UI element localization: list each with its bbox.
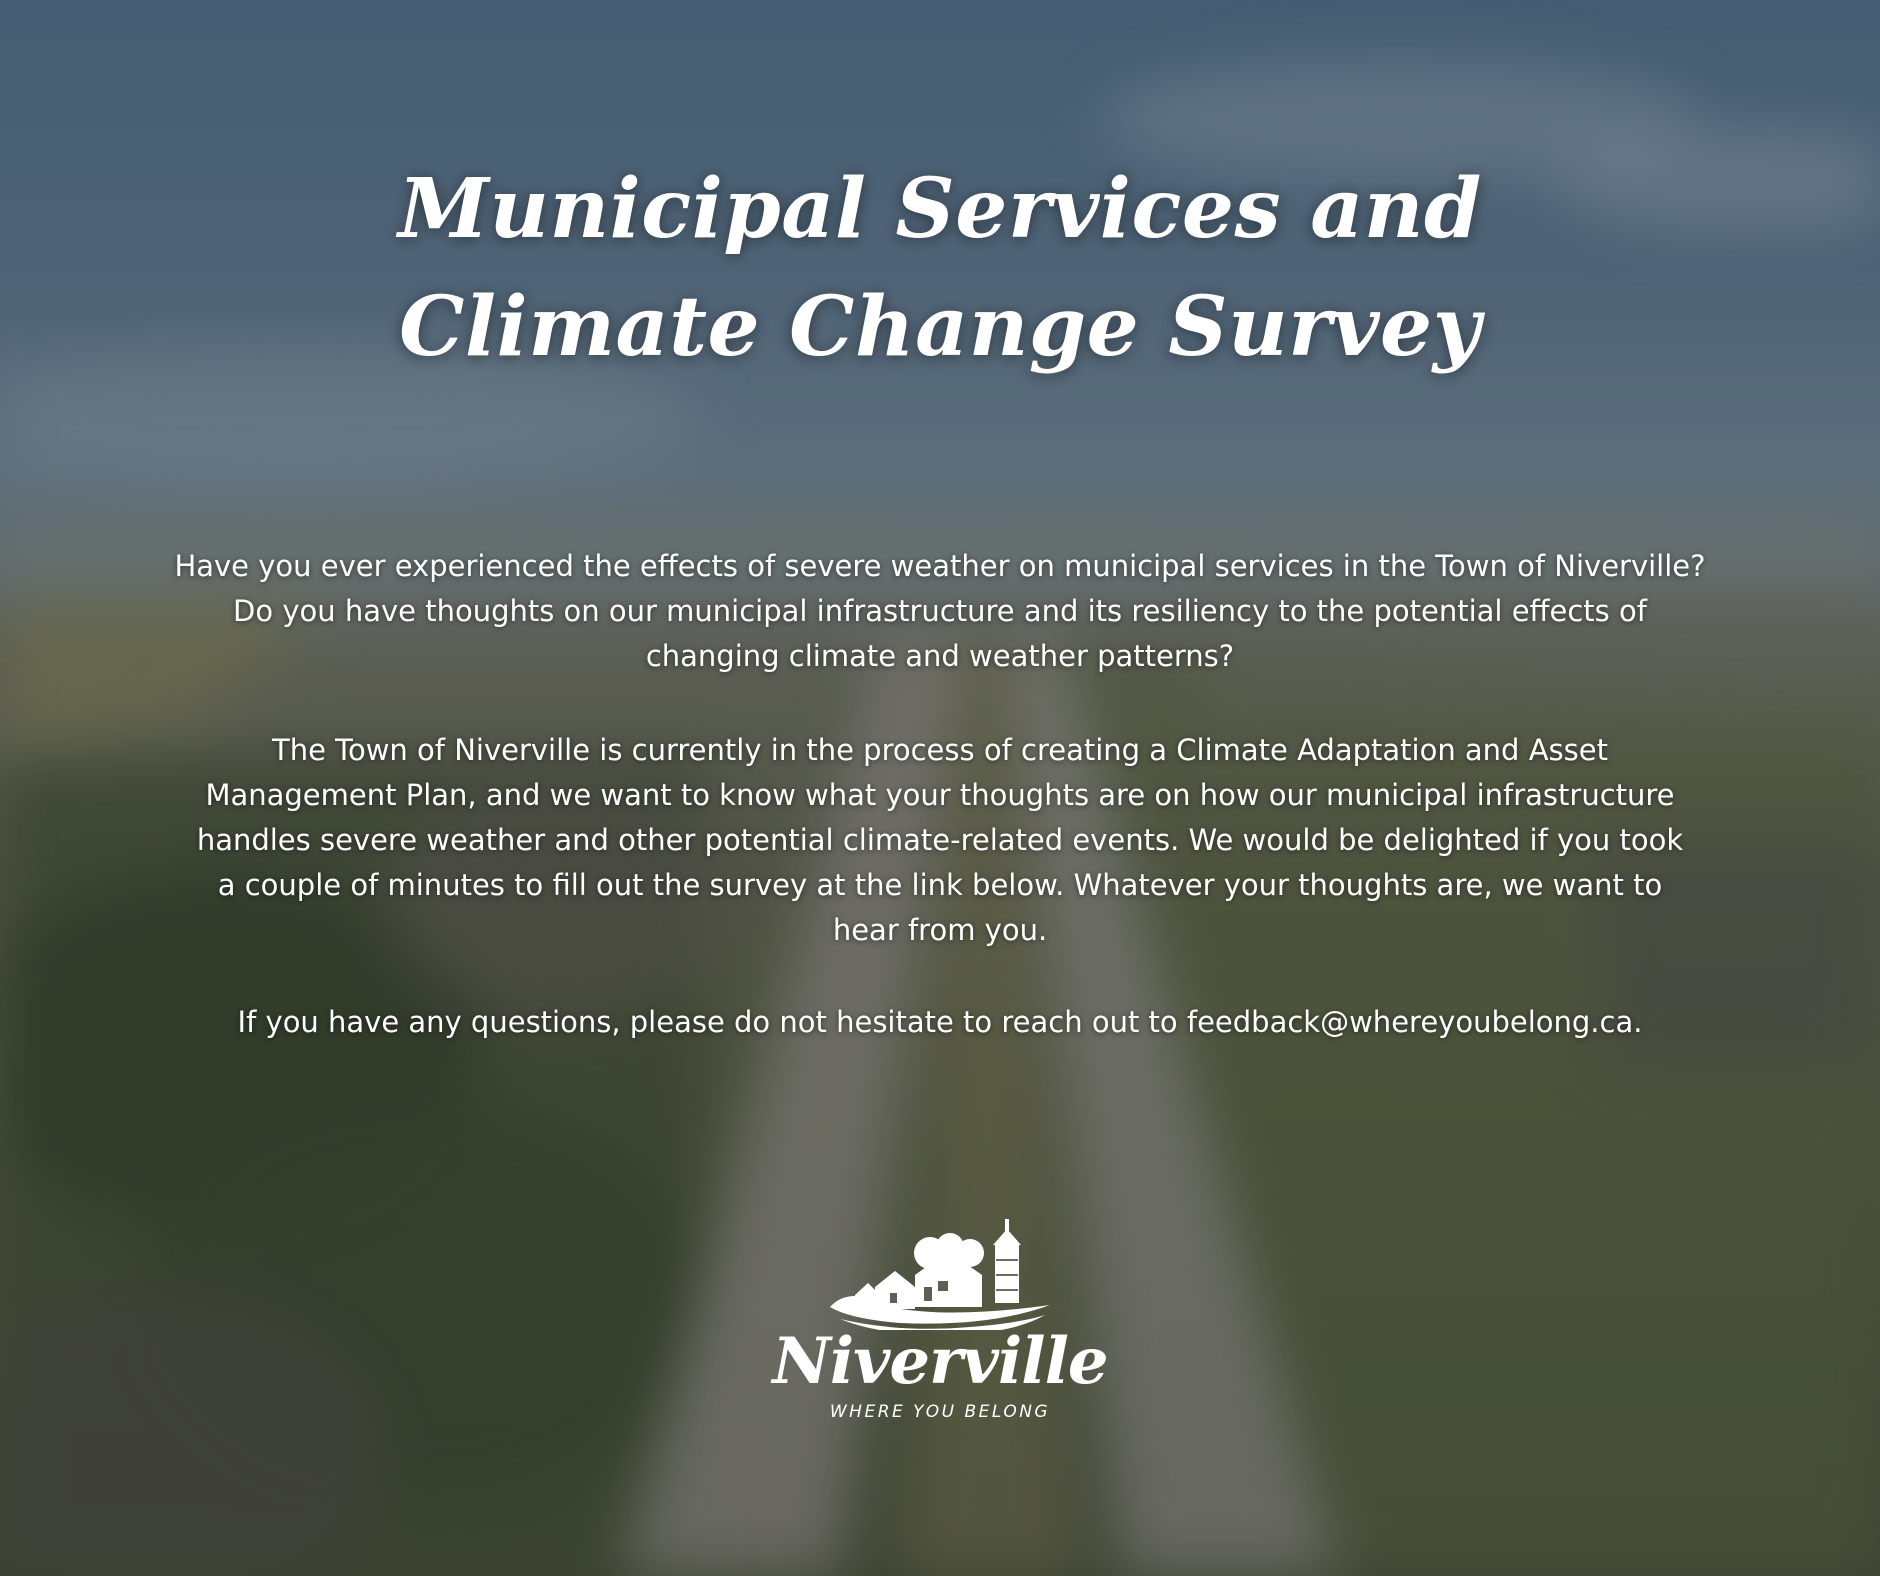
niverville-logo xyxy=(760,1215,1120,1425)
logo-wordmark: Niverville xyxy=(772,1324,1108,1399)
contact-paragraph: If you have any questions, please do not hesitate to reach out to feedback@whereyoubelong.ca. xyxy=(237,1005,1643,1039)
title-line-1: Municipal Services and xyxy=(398,161,1482,257)
intro-paragraph: Have you ever experienced the effects of severe weather on municipal services in the Town of Niverville? Do you have thoughts on our municipal infrastructure and its resiliency to the potential effects of changing climate and weather patterns? xyxy=(174,549,1706,673)
title-line-2: Climate Change Survey xyxy=(399,279,1481,375)
plan-paragraph: The Town of Niverville is currently in the process of creating a Climate Adaptation and Asset Management Plan, and we want to know what your thoughts are on how our municipal infrastructure handles severe weather and other potential climate-related events. We would be delighted if you took a couple of minutes to fill out the survey at the link below. Whatever your thoughts are, we want to hear from you. xyxy=(196,733,1684,947)
page-title xyxy=(0,150,1880,386)
farmhouse-icon xyxy=(820,1215,1060,1330)
logo-tagline: WHERE YOU BELONG xyxy=(829,1402,1051,1422)
